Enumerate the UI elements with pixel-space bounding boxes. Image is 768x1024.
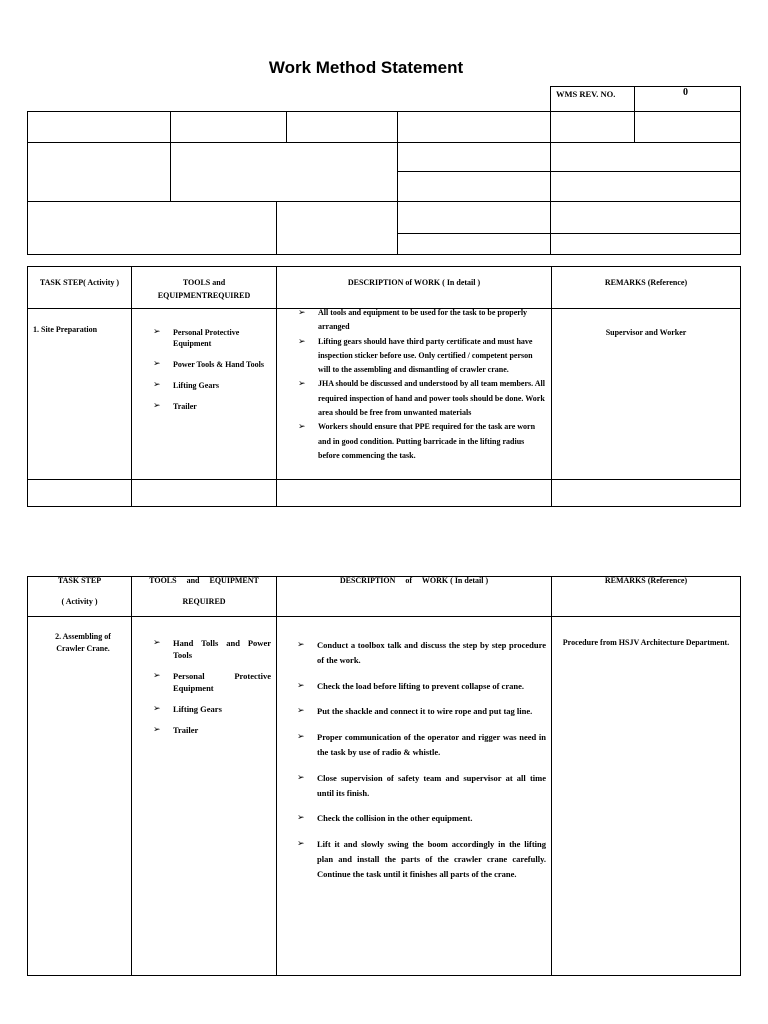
wms-rev-label: WMS REV. NO. xyxy=(556,89,616,99)
list-item: ➢ Close supervision of safety team and supervisor at all time until its finish. xyxy=(297,771,546,801)
t2-header-task-line2: ( Activity ) xyxy=(61,597,98,606)
list-item: ➢ Personal Protective Equipment xyxy=(153,327,271,349)
t1-header-tools: TOOLS and EQUIPMENTREQUIRED xyxy=(157,278,251,300)
list-item: ➢ Lift it and slowly swing the boom accordingly in the lifting plan and install the parts of the crawler crane carefully. Continue the task until it finishes all parts of the crane. xyxy=(297,837,546,881)
t1-header-description: DESCRIPTION of WORK ( In detail ) xyxy=(347,278,481,287)
t2-header-remarks: REMARKS (Reference) xyxy=(604,576,688,585)
list-item: ➢ Lifting Gears xyxy=(153,703,271,715)
t1-tools-list xyxy=(153,327,271,422)
list-item: ➢ Power Tools & Hand Tools xyxy=(153,359,271,370)
t2-remarks: Procedure from HSJV Architecture Department. xyxy=(562,638,730,647)
list-item: ➢ Workers should ensure that PPE required for the task are worn and in good condition. Putting barricade in the lifting radius before commencing the task. xyxy=(298,420,546,463)
document-title: Work Method Statement xyxy=(268,58,464,77)
t2-header-task-line1: TASK STEP xyxy=(57,576,102,585)
list-item: ➢ Personal Protective Equipment xyxy=(153,670,271,694)
t1-header-remarks: REMARKS (Reference) xyxy=(604,278,688,287)
list-item: ➢ Proper communication of the operator and rigger was need in the task by use of radio & whistle. xyxy=(297,730,546,760)
t2-header-tools-line2: REQUIRED xyxy=(182,597,226,606)
t1-remarks: Supervisor and Worker xyxy=(605,328,687,337)
t2-header-description: DESCRIPTION of WORK ( In detail ) xyxy=(339,576,489,585)
t1-header-task: TASK STEP( Activity ) xyxy=(39,278,120,287)
list-item: ➢ Put the shackle and connect it to wire rope and put tag line. xyxy=(297,704,546,719)
list-item: ➢ Check the collision in the other equipment. xyxy=(297,811,546,826)
t1-description-list xyxy=(298,306,546,463)
list-item: ➢ Lifting gears should have third party certificate and must have inspection sticker before use. Only certified / competent person will to the assembling and dismantling of crawler crane. xyxy=(298,335,546,378)
list-item: ➢ Check the load before lifting to prevent collapse of crane. xyxy=(297,679,546,694)
t2-header-tools-line1: TOOLS and EQUIPMENT xyxy=(149,576,259,585)
list-item: ➢ Trailer xyxy=(153,724,271,736)
list-item: ➢ JHA should be discussed and understood by all team members. All required inspection of hand and power tools should be done. Work area should be free from unwanted materials xyxy=(298,377,546,420)
t1-task-step: 1. Site Preparation xyxy=(33,325,98,334)
list-item: ➢ Lifting Gears xyxy=(153,380,271,391)
list-item: ➢ All tools and equipment to be used for the task to be properly arranged xyxy=(298,306,546,335)
list-item: ➢ Hand Tolls and Power Tools xyxy=(153,637,271,661)
t2-task-step: 2. Assembling of Crawler Crane. xyxy=(55,632,111,653)
t2-description-list xyxy=(297,638,546,893)
list-item: ➢ Trailer xyxy=(153,401,271,412)
wms-rev-value: 0 xyxy=(683,87,688,98)
t2-tools-list xyxy=(153,637,271,745)
list-item: ➢ Conduct a toolbox talk and discuss the step by step procedure of the work. xyxy=(297,638,546,668)
